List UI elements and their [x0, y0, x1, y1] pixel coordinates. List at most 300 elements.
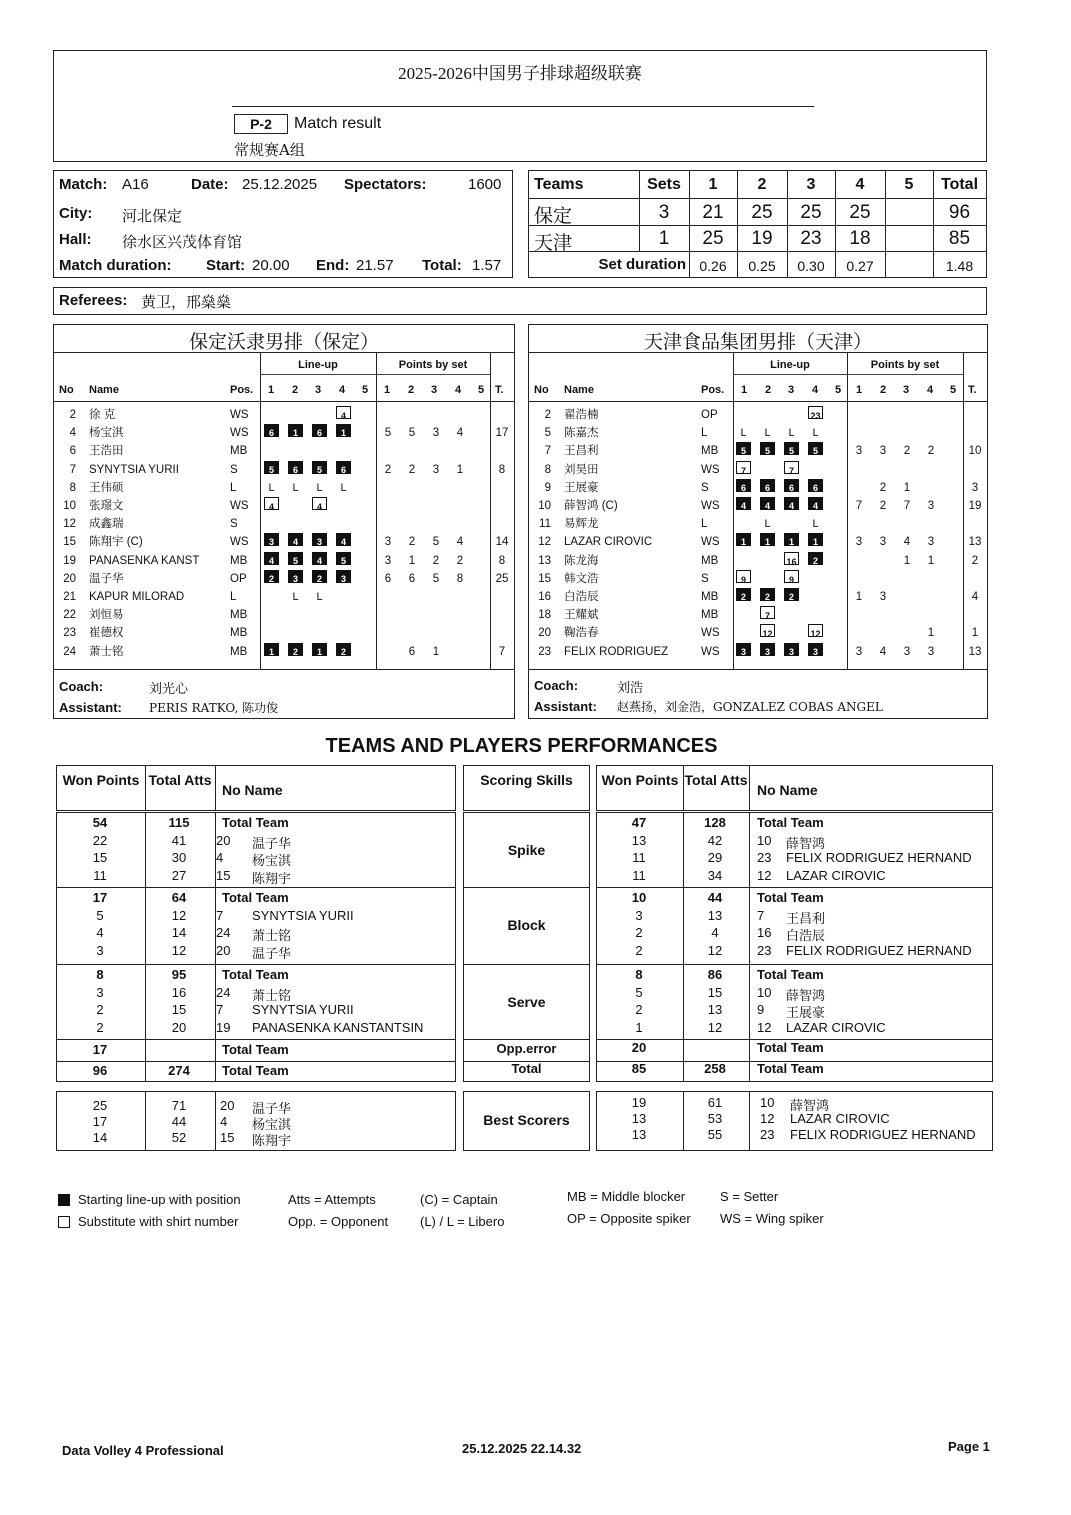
team-a-total: 96 — [948, 202, 971, 223]
player-number: 12 — [538, 536, 551, 549]
lineup-position: 12 — [808, 624, 823, 637]
no-name-header: No Name — [222, 782, 283, 798]
player-number: 12 — [757, 867, 772, 883]
total-label: Total — [511, 1061, 542, 1076]
legend-substitute: Substitute with shirt number — [78, 1214, 239, 1229]
player-name: 翟浩楠 — [564, 409, 599, 421]
team-total-label: Total Team — [757, 890, 824, 905]
set-points: 4 — [903, 536, 911, 549]
lineup-position: 6 — [336, 461, 351, 474]
team-total-label: Total Team — [757, 967, 824, 982]
player-name: 韩文浩 — [564, 572, 599, 585]
points-by-set-header: Points by set — [870, 359, 940, 371]
legend-ws: WS = Wing spiker — [720, 1211, 824, 1226]
player-number: 10 — [760, 1095, 775, 1110]
lineup-position: 9 — [784, 570, 799, 583]
player-number: 12 — [760, 1111, 775, 1126]
lineup-position: 5 — [808, 442, 823, 455]
won-points: 22 — [92, 832, 108, 848]
won-points: 17 — [92, 1042, 108, 1057]
lineup-position: 5 — [288, 552, 303, 565]
set4-header: 4 — [855, 176, 865, 193]
lineup-position: 5 — [336, 552, 351, 565]
pos-header: Pos. — [230, 384, 254, 396]
player-number: 20 — [63, 572, 76, 585]
set-points: 3 — [432, 427, 440, 440]
set-points: 3 — [927, 645, 935, 658]
player-name: 鞠浩春 — [564, 627, 599, 640]
total-points: 4 — [971, 591, 979, 603]
total-atts: 16 — [171, 984, 187, 1000]
player-number: 4 — [220, 1114, 228, 1129]
lineup-position: L — [812, 427, 819, 440]
player-position: L — [230, 481, 237, 494]
team-a-assistant-label: Assistant: — [59, 700, 122, 715]
player-name: 陈翔宇 (C) — [89, 536, 143, 549]
total-points: 25 — [495, 572, 509, 585]
lineup-position: 5 — [760, 442, 775, 455]
player-position: S — [230, 518, 238, 531]
player-position: WS — [230, 500, 249, 512]
player-number: 8 — [69, 481, 76, 494]
won-points: 3 — [96, 942, 104, 958]
won-points: 2 — [635, 942, 643, 958]
lineup-position: 9 — [736, 570, 751, 583]
player-name: 徐 克 — [89, 409, 116, 421]
set4-duration: 0.27 — [846, 258, 874, 274]
total-atts: 53 — [707, 1111, 723, 1126]
set-points: 2 — [927, 445, 935, 458]
player-number: 20 — [220, 1098, 235, 1113]
set-points: 1 — [456, 463, 464, 476]
team-a-sets: 3 — [658, 202, 670, 223]
total-atts: 13 — [707, 1002, 723, 1017]
total-set-duration: 1.48 — [945, 258, 974, 274]
player-name: 崔德权 — [89, 627, 124, 640]
set2-duration: 0.25 — [748, 258, 776, 274]
doc-code: P-2 — [234, 114, 288, 134]
lineup-position: 3 — [784, 643, 799, 656]
player-name: 王昌利 — [564, 445, 599, 458]
lineup-position: 5 — [264, 461, 279, 474]
set-points: 1 — [408, 554, 416, 567]
team-b-set4: 18 — [849, 228, 871, 249]
lineup-position: L — [764, 427, 771, 440]
lineup-position: L — [292, 591, 299, 603]
lineup-position: 6 — [736, 479, 751, 492]
won-points: 3 — [96, 984, 104, 1000]
total-atts: 41 — [171, 832, 187, 848]
lineup-position: 1 — [264, 643, 279, 656]
total-points: 19 — [968, 500, 982, 512]
lineup-position: 6 — [288, 461, 303, 474]
player-row — [54, 624, 514, 642]
won-points: 11 — [93, 867, 107, 883]
no-header: No — [534, 384, 549, 396]
player-name: SYNYTSIA YURII — [89, 463, 179, 476]
team-b-sets: 1 — [658, 228, 670, 249]
total-atts: 27 — [171, 867, 187, 883]
lineup-position: 6 — [760, 479, 775, 492]
player-name: 王昌利 — [786, 910, 826, 926]
player-row — [54, 533, 514, 551]
spectators-label: Spectators: — [344, 176, 427, 193]
player-name: FELIX RODRIGUEZ HERNAND — [786, 850, 972, 865]
total-points: 13 — [968, 536, 982, 549]
player-name: LAZAR CIROVIC — [786, 867, 886, 883]
player-number: 15 — [63, 536, 76, 549]
lineup-position: 2 — [288, 643, 303, 656]
footer-page: Page 1 — [948, 1439, 990, 1454]
legend-opp: Opp. = Opponent — [288, 1214, 389, 1229]
lineup-position: L — [340, 481, 347, 494]
hall-label: Hall: — [59, 231, 92, 248]
player-position: WS — [230, 536, 249, 549]
lineup-position: 4 — [760, 497, 775, 510]
legend-op: OP = Opposite spiker — [567, 1211, 691, 1226]
lineup-position: 3 — [312, 533, 327, 546]
total-points: 7 — [498, 645, 506, 658]
referees-label: Referees: — [59, 292, 128, 309]
won-points: 8 — [635, 967, 643, 982]
total-points-header: T. — [968, 384, 977, 396]
player-name: 温子华 — [89, 572, 124, 585]
won-points: 1 — [635, 1019, 643, 1035]
player-number: 18 — [538, 609, 551, 622]
player-row — [54, 497, 514, 515]
player-number: 11 — [539, 518, 551, 531]
team-b-coach: 刘浩 — [617, 681, 644, 696]
lineup-position: 23 — [808, 406, 823, 419]
city-value: 河北保定 — [122, 207, 183, 225]
player-number: 16 — [757, 925, 772, 940]
player-number: 15 — [220, 1130, 235, 1145]
team-b-set3: 23 — [800, 228, 822, 249]
total-points: 14 — [495, 536, 509, 549]
player-number: 23 — [757, 850, 772, 865]
player-name: 刘恒易 — [89, 609, 124, 622]
right-perf-header — [596, 765, 993, 811]
left-perf-header — [56, 765, 456, 811]
skill-label: Block — [507, 917, 546, 933]
set-points: 2 — [384, 463, 392, 476]
player-number: 22 — [63, 609, 76, 622]
set-points: 2 — [879, 481, 887, 494]
won-points: 14 — [92, 1130, 108, 1145]
total-label: Total: — [422, 257, 462, 274]
set-points: 1 — [927, 554, 935, 567]
date-label: Date: — [191, 176, 229, 193]
lineup-position: 4 — [312, 497, 327, 510]
set-points: 3 — [879, 445, 887, 458]
total-atts: 71 — [171, 1098, 187, 1113]
start-value: 20.00 — [252, 257, 290, 274]
total-atts: 61 — [707, 1095, 723, 1110]
total-atts: 12 — [707, 942, 723, 958]
team-b-short: 天津 — [534, 232, 573, 254]
total-points: 1 — [971, 627, 979, 640]
lineup-position: 4 — [264, 552, 279, 565]
end-value: 21.57 — [356, 257, 394, 274]
total-atts: 128 — [704, 815, 726, 830]
player-name: 陈龙海 — [564, 554, 599, 567]
total-atts: 12 — [171, 907, 187, 923]
skills-header — [463, 765, 590, 811]
player-number: 20 — [216, 832, 231, 848]
player-name: 温子华 — [252, 945, 292, 961]
player-position: WS — [701, 500, 720, 512]
won-points: 3 — [635, 907, 643, 923]
player-name: PANASENKA KANSTANTSIN — [252, 1019, 424, 1035]
lineup-position: 4 — [264, 497, 279, 510]
total-atts: 258 — [704, 1061, 726, 1076]
lineup-position: L — [740, 427, 747, 440]
player-name: 张璟文 — [89, 500, 124, 512]
player-number: 15 — [538, 572, 551, 585]
player-position: WS — [701, 536, 720, 549]
total-atts: 29 — [707, 850, 723, 865]
set-points: 6 — [408, 645, 416, 658]
team-total-label: Total Team — [222, 815, 289, 830]
set-points: 3 — [879, 591, 887, 603]
start-label: Start: — [206, 257, 246, 274]
team-a-set3: 25 — [800, 202, 822, 223]
player-number: 24 — [216, 984, 231, 1000]
player-name: LAZAR CIROVIC — [564, 536, 653, 549]
won-points: 11 — [632, 867, 646, 883]
player-number: 10 — [538, 500, 551, 512]
team-a-name: 保定沃隶男排（保定） — [188, 331, 379, 353]
won-points: 5 — [635, 984, 643, 1000]
won-points: 96 — [92, 1063, 108, 1078]
player-name: 薛智鸿 (C) — [564, 500, 618, 512]
player-name: FELIX RODRIGUEZ — [564, 645, 669, 658]
name-header: Name — [89, 384, 119, 396]
player-position: WS — [701, 627, 720, 640]
set-points: 1 — [903, 554, 911, 567]
won-points: 19 — [631, 1095, 647, 1110]
team-a-set1: 21 — [702, 202, 724, 223]
lineup-position: 5 — [784, 442, 799, 455]
player-position: WS — [701, 463, 720, 476]
match-date: 25.12.2025 — [242, 176, 318, 193]
player-number: 4 — [69, 427, 76, 440]
player-number: 12 — [63, 518, 76, 531]
player-position: MB — [701, 591, 719, 603]
lineup-position: 4 — [736, 497, 751, 510]
total-points: 2 — [971, 554, 979, 567]
player-name: 易辉龙 — [564, 518, 599, 531]
player-number: 7 — [69, 463, 76, 476]
legend-s: S = Setter — [720, 1189, 779, 1204]
total-atts: 55 — [707, 1127, 723, 1142]
total-atts: 14 — [171, 925, 187, 940]
won-points: 47 — [631, 815, 647, 830]
legend-libero: (L) / L = Libero — [420, 1214, 505, 1229]
lineup-position: 12 — [760, 624, 775, 637]
player-name: 陈翔宇 — [252, 870, 292, 886]
player-name: 杨宝淇 — [252, 853, 292, 868]
team-total-label: Total Team — [222, 967, 289, 982]
won-points: 20 — [631, 1040, 647, 1055]
player-name: 刘昊田 — [564, 463, 599, 476]
lineup-position: L — [268, 481, 275, 494]
lineup-position: 1 — [784, 533, 799, 546]
lineup-position: L — [316, 481, 323, 494]
legend-starting: Starting line-up with position — [78, 1192, 241, 1207]
team-total-label: Total Team — [757, 1061, 824, 1076]
won-points: 11 — [632, 850, 646, 865]
player-name: 王浩田 — [89, 445, 124, 458]
team-a-coach: 刘光心 — [149, 682, 189, 697]
lineup-position: 4 — [808, 497, 823, 510]
player-number: 7 — [216, 907, 224, 923]
player-row — [529, 424, 987, 442]
set-points: 4 — [456, 536, 464, 549]
total-atts: 34 — [707, 867, 723, 883]
player-row — [529, 461, 987, 479]
total-atts: 13 — [707, 907, 723, 923]
player-name: LAZAR CIROVIC — [790, 1111, 890, 1126]
player-number: 5 — [544, 427, 551, 440]
teams-header: Teams — [534, 176, 584, 193]
score-table — [528, 170, 987, 278]
set-points: 1 — [903, 481, 911, 494]
set-points: 1 — [432, 645, 440, 658]
set-points: 5 — [384, 427, 392, 440]
set-points: 3 — [855, 536, 863, 549]
lineup-position: 2 — [760, 588, 775, 601]
player-number: 19 — [216, 1019, 231, 1035]
skill-label: Serve — [507, 994, 546, 1010]
set-points: 3 — [879, 536, 887, 549]
player-name: 杨宝淇 — [252, 1117, 292, 1132]
lineup-position: 1 — [760, 533, 775, 546]
total-atts: 4 — [711, 925, 719, 940]
set-points: 2 — [903, 445, 911, 458]
lineup-position: L — [316, 591, 323, 603]
lineup-position: 4 — [784, 497, 799, 510]
total-duration: 1.57 — [472, 257, 502, 274]
total-atts: 12 — [171, 942, 187, 958]
set-points: 3 — [927, 536, 935, 549]
team-b-name: 天津食品集团男排（天津） — [643, 331, 872, 353]
player-row — [529, 588, 987, 606]
lineup-position: 1 — [288, 424, 303, 437]
team-total-label: Total Team — [757, 1040, 824, 1055]
team-b-roster: 天津食品集团男排（天津） Line-up Points by set No Name Pos. 1 2 3 4 5 1 2 3 4 5 T. 2 翟浩楠 OP 23 5 陈嘉杰 L L L L L 7 王昌利 MB 5 5 5 5 3 3 2 2 10 8 刘昊田 WS 7 7 9 王展豪 S 6 6 6 6 2 1 3 10 薛智鸿 (C) WS 4 4 4 4 7 2 7 3 19 11 易辉龙 L L L 12 LAZAR CIROVIC WS 1 1 1 1 3 3 4 3 13 13 陈龙海 MB 16 2 1 1 2 15 韩文浩 S 9 9 16 白浩辰 MB 2 2 2 1 3 4 18 王耀斌 MB 7 20 鞠浩春 WS 12 12 1 1 23 FELIX RODRIGUEZ WS 3 3 3 3 3 4 3 3 13 Coach: 刘浩 Assistant: 赵燕扬，刘金浩，GONZALEZ COBAS ANGEL — [528, 324, 988, 719]
player-number: 9 — [544, 481, 551, 494]
team-b-total: 85 — [948, 228, 971, 249]
phase-label: 常规赛A组 — [234, 141, 305, 159]
set-points: 2 — [432, 554, 440, 567]
set-points: 3 — [432, 463, 440, 476]
total-points: 17 — [495, 427, 509, 440]
total-atts: 64 — [171, 890, 187, 905]
lineup-position: 2 — [808, 552, 823, 565]
name-header: Name — [564, 384, 594, 396]
player-position: L — [230, 591, 237, 603]
player-row — [529, 497, 987, 515]
doc-title: Match result — [294, 115, 382, 132]
lineup-position: 4 — [288, 533, 303, 546]
team-a-set2: 25 — [751, 202, 773, 223]
set-points: 6 — [384, 572, 392, 585]
total-points-header: T. — [495, 384, 504, 396]
set1-duration: 0.26 — [699, 258, 727, 274]
player-row — [54, 515, 514, 533]
won-points: 10 — [631, 890, 647, 905]
won-points: 15 — [92, 850, 108, 865]
player-number: 8 — [544, 463, 551, 476]
team-a-set4: 25 — [849, 202, 871, 223]
player-name: 温子华 — [252, 835, 292, 851]
lineup-position: 4 — [336, 406, 351, 419]
lineup-position: 3 — [736, 643, 751, 656]
player-row — [54, 461, 514, 479]
legend-mb: MB = Middle blocker — [567, 1189, 686, 1204]
total-points: 10 — [968, 445, 982, 458]
total-points: 8 — [498, 463, 506, 476]
total-atts: 86 — [707, 967, 723, 982]
team-b-assistant: 赵燕扬，刘金浩，GONZALEZ COBAS ANGEL — [617, 700, 883, 714]
player-name: 王耀斌 — [564, 609, 599, 622]
team-b-assistant-label: Assistant: — [534, 699, 597, 714]
hall-value: 徐水区兴茂体育馆 — [122, 233, 243, 251]
lineup-position: 16 — [784, 552, 799, 565]
player-number: 10 — [757, 832, 772, 848]
player-name: 温子华 — [252, 1101, 292, 1116]
player-row — [529, 624, 987, 642]
set-points: 5 — [432, 536, 440, 549]
player-number: 21 — [63, 591, 76, 603]
team-b-coach-label: Coach: — [534, 678, 579, 693]
lineup-position: 6 — [264, 424, 279, 437]
set-points: 7 — [903, 500, 911, 512]
won-points: 13 — [631, 1127, 647, 1142]
lineup-position: 5 — [312, 461, 327, 474]
total-atts: 15 — [707, 984, 723, 1000]
lineup-position: 6 — [784, 479, 799, 492]
performance-title: TEAMS AND PLAYERS PERFORMANCES — [325, 735, 718, 757]
player-number: 2 — [544, 409, 551, 421]
total-atts: 20 — [171, 1019, 187, 1035]
lineup-position: 2 — [736, 588, 751, 601]
player-row — [54, 442, 514, 460]
player-position: S — [701, 481, 709, 494]
player-name: 薛智鸿 — [786, 987, 826, 1003]
set-points: 5 — [408, 427, 416, 440]
player-row — [529, 643, 987, 661]
team-a-roster: 保定沃隶男排（保定） Line-up Points by set No Name Pos. 1 2 3 4 5 1 2 3 4 5 T. 2 徐 克 WS 4 4 杨宝淇 WS 6 1 6 1 5 5 3 4 17 6 王浩田 MB 7 SYNYTSIA YURII S 5 6 5 6 2 2 3 1 8 8 王伟硕 L L L L L 10 张璟文 WS 4 4 12 成鑫瑞 S 15 陈翔宇 (C) WS 3 4 3 4 3 2 5 4 14 19 PANASENKA KANST MB 4 5 4 5 3 1 2 2 8 20 温子华 OP 2 3 2 3 6 6 5 8 25 21 KAPUR MILORAD L L L 22 刘恒易 MB 23 崔德权 MB 24 萧士铭 MB 1 2 1 2 6 1 7 Coach: 刘光心 Assistant: PERIS RATKO, 陈功俊 — [53, 324, 515, 719]
player-name: 王展豪 — [564, 481, 599, 494]
player-row — [529, 442, 987, 460]
player-name: KAPUR MILORAD — [89, 591, 185, 603]
lineup-position: 2 — [312, 570, 327, 583]
player-row — [54, 570, 514, 588]
won-points: 2 — [96, 1002, 104, 1017]
set-points: 3 — [855, 445, 863, 458]
referees-box — [53, 287, 987, 315]
lineup-position: 1 — [336, 424, 351, 437]
team-total-label: Total Team — [222, 1063, 289, 1078]
competition-title: 2025-2026中国男子排球超级联赛 — [398, 64, 642, 83]
player-name: 王伟硕 — [89, 481, 124, 494]
player-name: SYNYTSIA YURII — [252, 907, 354, 923]
lineup-position: 3 — [264, 533, 279, 546]
won-points: 8 — [96, 967, 104, 982]
player-name: FELIX RODRIGUEZ HERNAND — [790, 1127, 976, 1142]
